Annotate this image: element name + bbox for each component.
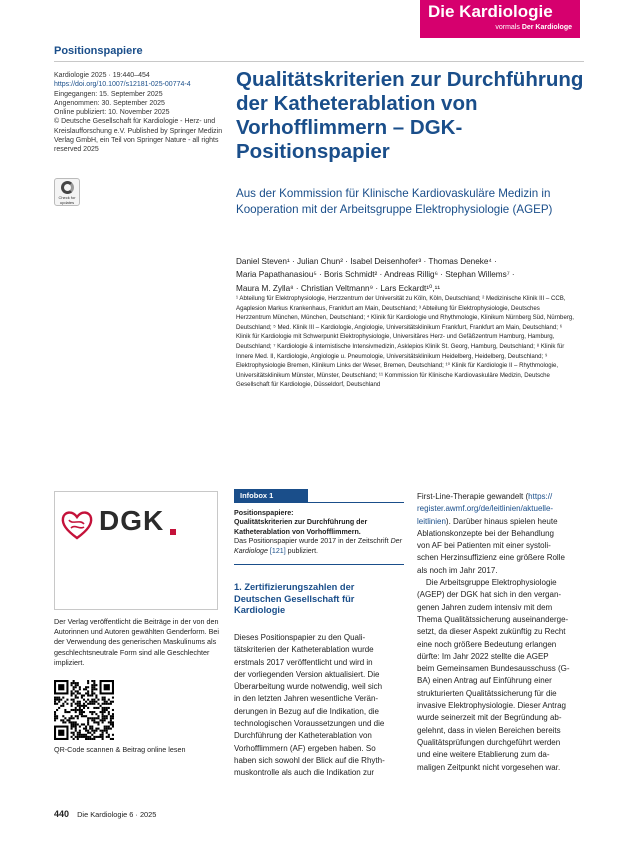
infobox-body xyxy=(234,509,404,556)
text-line: derungen in Bezug auf die Indikation, die xyxy=(234,706,379,716)
article-title: Qualitätskriterien zur Durchführung der Katheterablation von Vorhofflimmern – DGK-Positionspapier xyxy=(236,68,584,163)
infobox-bottom-rule xyxy=(234,564,404,565)
qr-caption: QR-Code scannen & Beitrag online lesen xyxy=(54,745,186,754)
journal-name: Die Kardiologie xyxy=(428,2,553,21)
heart-logo-icon xyxy=(60,509,94,541)
text-line: Die Arbeitsgruppe Elektrophysiologie xyxy=(417,578,557,588)
text-line: und eine weitere Etablierung zum da- xyxy=(417,750,550,760)
text-line: der vorliegenden Version aktualisiert. Die xyxy=(234,669,380,679)
text-line: dürfte: Im Jahr 2022 stellte die AGEP xyxy=(417,651,549,661)
text-line: tätskriterien der Katheterablation wurde xyxy=(234,645,374,655)
text-line: von AF bei Patienten mit einer systoli- xyxy=(417,541,551,551)
text-line: maligen Zeitpunkt nicht vorgesehen war. xyxy=(417,762,561,772)
infobox-rule xyxy=(234,502,404,503)
awmf-link[interactable]: leitlinien xyxy=(417,516,446,526)
journal-formerly: vormals Der Kardiologe xyxy=(495,24,572,31)
page-number: 440 xyxy=(54,809,70,819)
text-line: Ablationskonzepte bei der Behandlung xyxy=(417,528,554,538)
text-line: eine noch größere Bedeutung erlangen xyxy=(417,639,557,649)
reference-link[interactable]: [121] xyxy=(269,546,286,555)
body-column-middle xyxy=(234,632,404,780)
dgk-logo-box xyxy=(54,491,218,610)
text-line: als noch im Jahr 2017. xyxy=(417,565,498,575)
text-line: gelehnt, dass in vielen Bereichen bereits xyxy=(417,725,561,735)
text-line: technologischen Voraussetzungen und die xyxy=(234,719,385,729)
received-date: Eingegangen: 15. September 2025 xyxy=(54,90,163,98)
text-line: invasive Elektrophysiologie. Dieser Antrag xyxy=(417,701,566,711)
gender-notice: Der Verlag veröffentlicht die Beiträge in der von den Autorinnen und Autoren gewählten Genderform. Bei der Verwendung des generischen Maskulinums als geschlechtsneutrale Form sind alle Geschlechter impliziert. xyxy=(54,617,220,667)
journal-issue: Die Kardiologie 6 · 2025 xyxy=(77,810,157,819)
body-column-right xyxy=(417,491,584,774)
text-line: Dieses Positionspapier zu den Quali- xyxy=(234,633,366,642)
update-ring-icon xyxy=(61,181,74,194)
infobox-title: Qualitätskriterien zur Durchführung der Katheterablation von Vorhofflimmern. xyxy=(234,518,368,536)
infobox-tab: Infobox 1 xyxy=(234,489,308,502)
awmf-link[interactable]: register.awmf.org/de/leitlinien/aktuelle- xyxy=(417,504,554,514)
awmf-link[interactable]: https:// xyxy=(528,492,553,501)
text-line: beim Gemeinsamen Bundesausschuss (G- xyxy=(417,664,570,674)
text-line: Durchführung der Katheterablation von xyxy=(234,731,372,741)
top-rule xyxy=(54,61,584,62)
affiliations: ¹ Abteilung für Elektrophysiologie, Herzzentrum der Universität zu Köln, Köln, Deutschland; ² Medizinische Klinik III – CCB, Agaplesion Markus Krankenhaus, Frankfurt am Main, Deutschland; ³ Abteilung für Elektrophysiologie, Deutsches Herzzentrum München, München, Deutschland; ⁴ Klinik für Kardiologie und Rhythmologie, Klinikum Nürnberg Süd, Nürnberg, Deutschland; ⁵ Med. Klinik III – Kardiologie, Angiologie, Universitätsklinikum Frankfurt, Frankfurt am Main, Deutschland; ⁶ Klinik für Kardiologie mit Schwerpunkt Elektrophysiologie, Universitäres Herz- und Gefäßzentrum Hamburg, Hamburg, Deutschland; ⁷ Kardiologie & internistische Intensivmedizin, Asklepios Klinik St. Georg, Hamburg, Deutschland; ⁸ Klinik für Innere Med. II, Kardiologie, Angiologie u. Pneumologie, Universitätsklinikum Heidelberg, Heidelberg, Deutschland; ⁹ Elektrophysiologie Bremen, Klinikum Links der Weser, Bremen, Deutschland; ¹⁰ Klinik für Kardiologie II – Rhythmologie, Universitätsklinikum Münster, Münster, Deutschland; ¹¹ Kommission für Klinische Kardiovaskuläre Medizin, Deutsche Gesellschaft für Kardiologie, Düsseldorf, Deutschland xyxy=(236,295,574,389)
text-line: Thema Qualitätssicherung auseinanderge- xyxy=(417,614,569,624)
accepted-date: Angenommen: 30. September 2025 xyxy=(54,99,165,107)
text-line: BA) einen Antrag auf Einführung einer xyxy=(417,676,552,686)
infobox-text: Das Positionspapier wurde 2017 in der Zeitschrift Der Kardiologe [121] publiziert. xyxy=(234,537,402,555)
section-label: Positionspapiere xyxy=(54,45,143,57)
text-line: (AGEP) der DGK hat sich in den vergan- xyxy=(417,590,562,600)
authors-line: Maria Papathanasiou⁵ · Boris Schmidt² · Andreas Rillig⁶ · Stephan Willems⁷ · xyxy=(236,270,515,280)
text-line: schen Herzinsuffizienz eine größere Rolle xyxy=(417,553,565,563)
infobox-heading: Positionspapiere: xyxy=(234,509,294,517)
published-date: Online publiziert: 10. November 2025 xyxy=(54,109,170,117)
text-line: strukturierten Qualitätssicherung für die xyxy=(417,688,557,698)
text-line: in den letzten Jahren wesentliche Verän- xyxy=(234,694,379,704)
doi-link[interactable]: https://doi.org/10.1007/s12181-025-00774-4 xyxy=(54,81,191,89)
text-line: wurde seinerzeit mit der Begründung ab- xyxy=(417,713,562,723)
authors-line: Maura M. Zylla⁸ · Christian Veltmann⁹ · Lars Eckardt¹⁰,¹¹ xyxy=(236,283,441,293)
text-line: genen Jahren zudem intensiv mit dem xyxy=(417,602,553,612)
text-line: Vorhofflimmern (AF) ergeben haben. So xyxy=(234,743,376,753)
citation: Kardiologie 2025 · 19:440–454 xyxy=(54,72,150,79)
page-footer xyxy=(54,809,156,819)
dgk-logo-dot xyxy=(170,529,176,535)
text-line: muskontrolle als auch die Indikation zur xyxy=(234,768,375,778)
copyright: © Deutsche Gesellschaft für Kardiologie - Herz- und Kreislaufforschung e.V. Published by Springer Medizin Verlag GmbH, ein Teil von Springer Nature - all rights reserved 2025 xyxy=(54,118,223,154)
qr-code[interactable] xyxy=(54,680,132,740)
author-list xyxy=(236,255,586,295)
text-line: erstmals 2017 veröffentlicht und wird in xyxy=(234,657,373,667)
text-line: Qualitätsprüfungen durchgeführt werden xyxy=(417,737,561,747)
text-line: setzt, da dieser Aspekt zukünftig zu Recht xyxy=(417,627,566,637)
journal-badge xyxy=(420,0,580,38)
text-line: Überarbeitung wurde notwendig, weil sich xyxy=(234,682,383,692)
dgk-logo-text: DGK xyxy=(99,505,165,536)
article-metadata xyxy=(54,71,224,155)
check-updates-label: Check for updates xyxy=(58,195,76,205)
check-for-updates-button[interactable] xyxy=(54,178,80,206)
article-subtitle: Aus der Kommission für Klinische Kardiovaskuläre Medizin in Kooperation mit der Arbeitsgruppe Elektrophysiologie (AGEP) xyxy=(236,187,553,217)
text-line: First-Line-Therapie gewandelt (https:// xyxy=(417,492,553,501)
text-line: leitlinien). Darüber hinaus spielen heute xyxy=(417,516,558,526)
authors-line: Daniel Steven¹ · Julian Chun² · Isabel Deisenhofer³ · Thomas Deneke⁴ · xyxy=(236,257,497,266)
text-line: haben sich sowohl der Blick auf die Rhyth- xyxy=(234,755,385,765)
section-heading: 1. Zertifizierungszahlen der Deutschen Gesellschaft für Kardiologie xyxy=(234,582,355,616)
